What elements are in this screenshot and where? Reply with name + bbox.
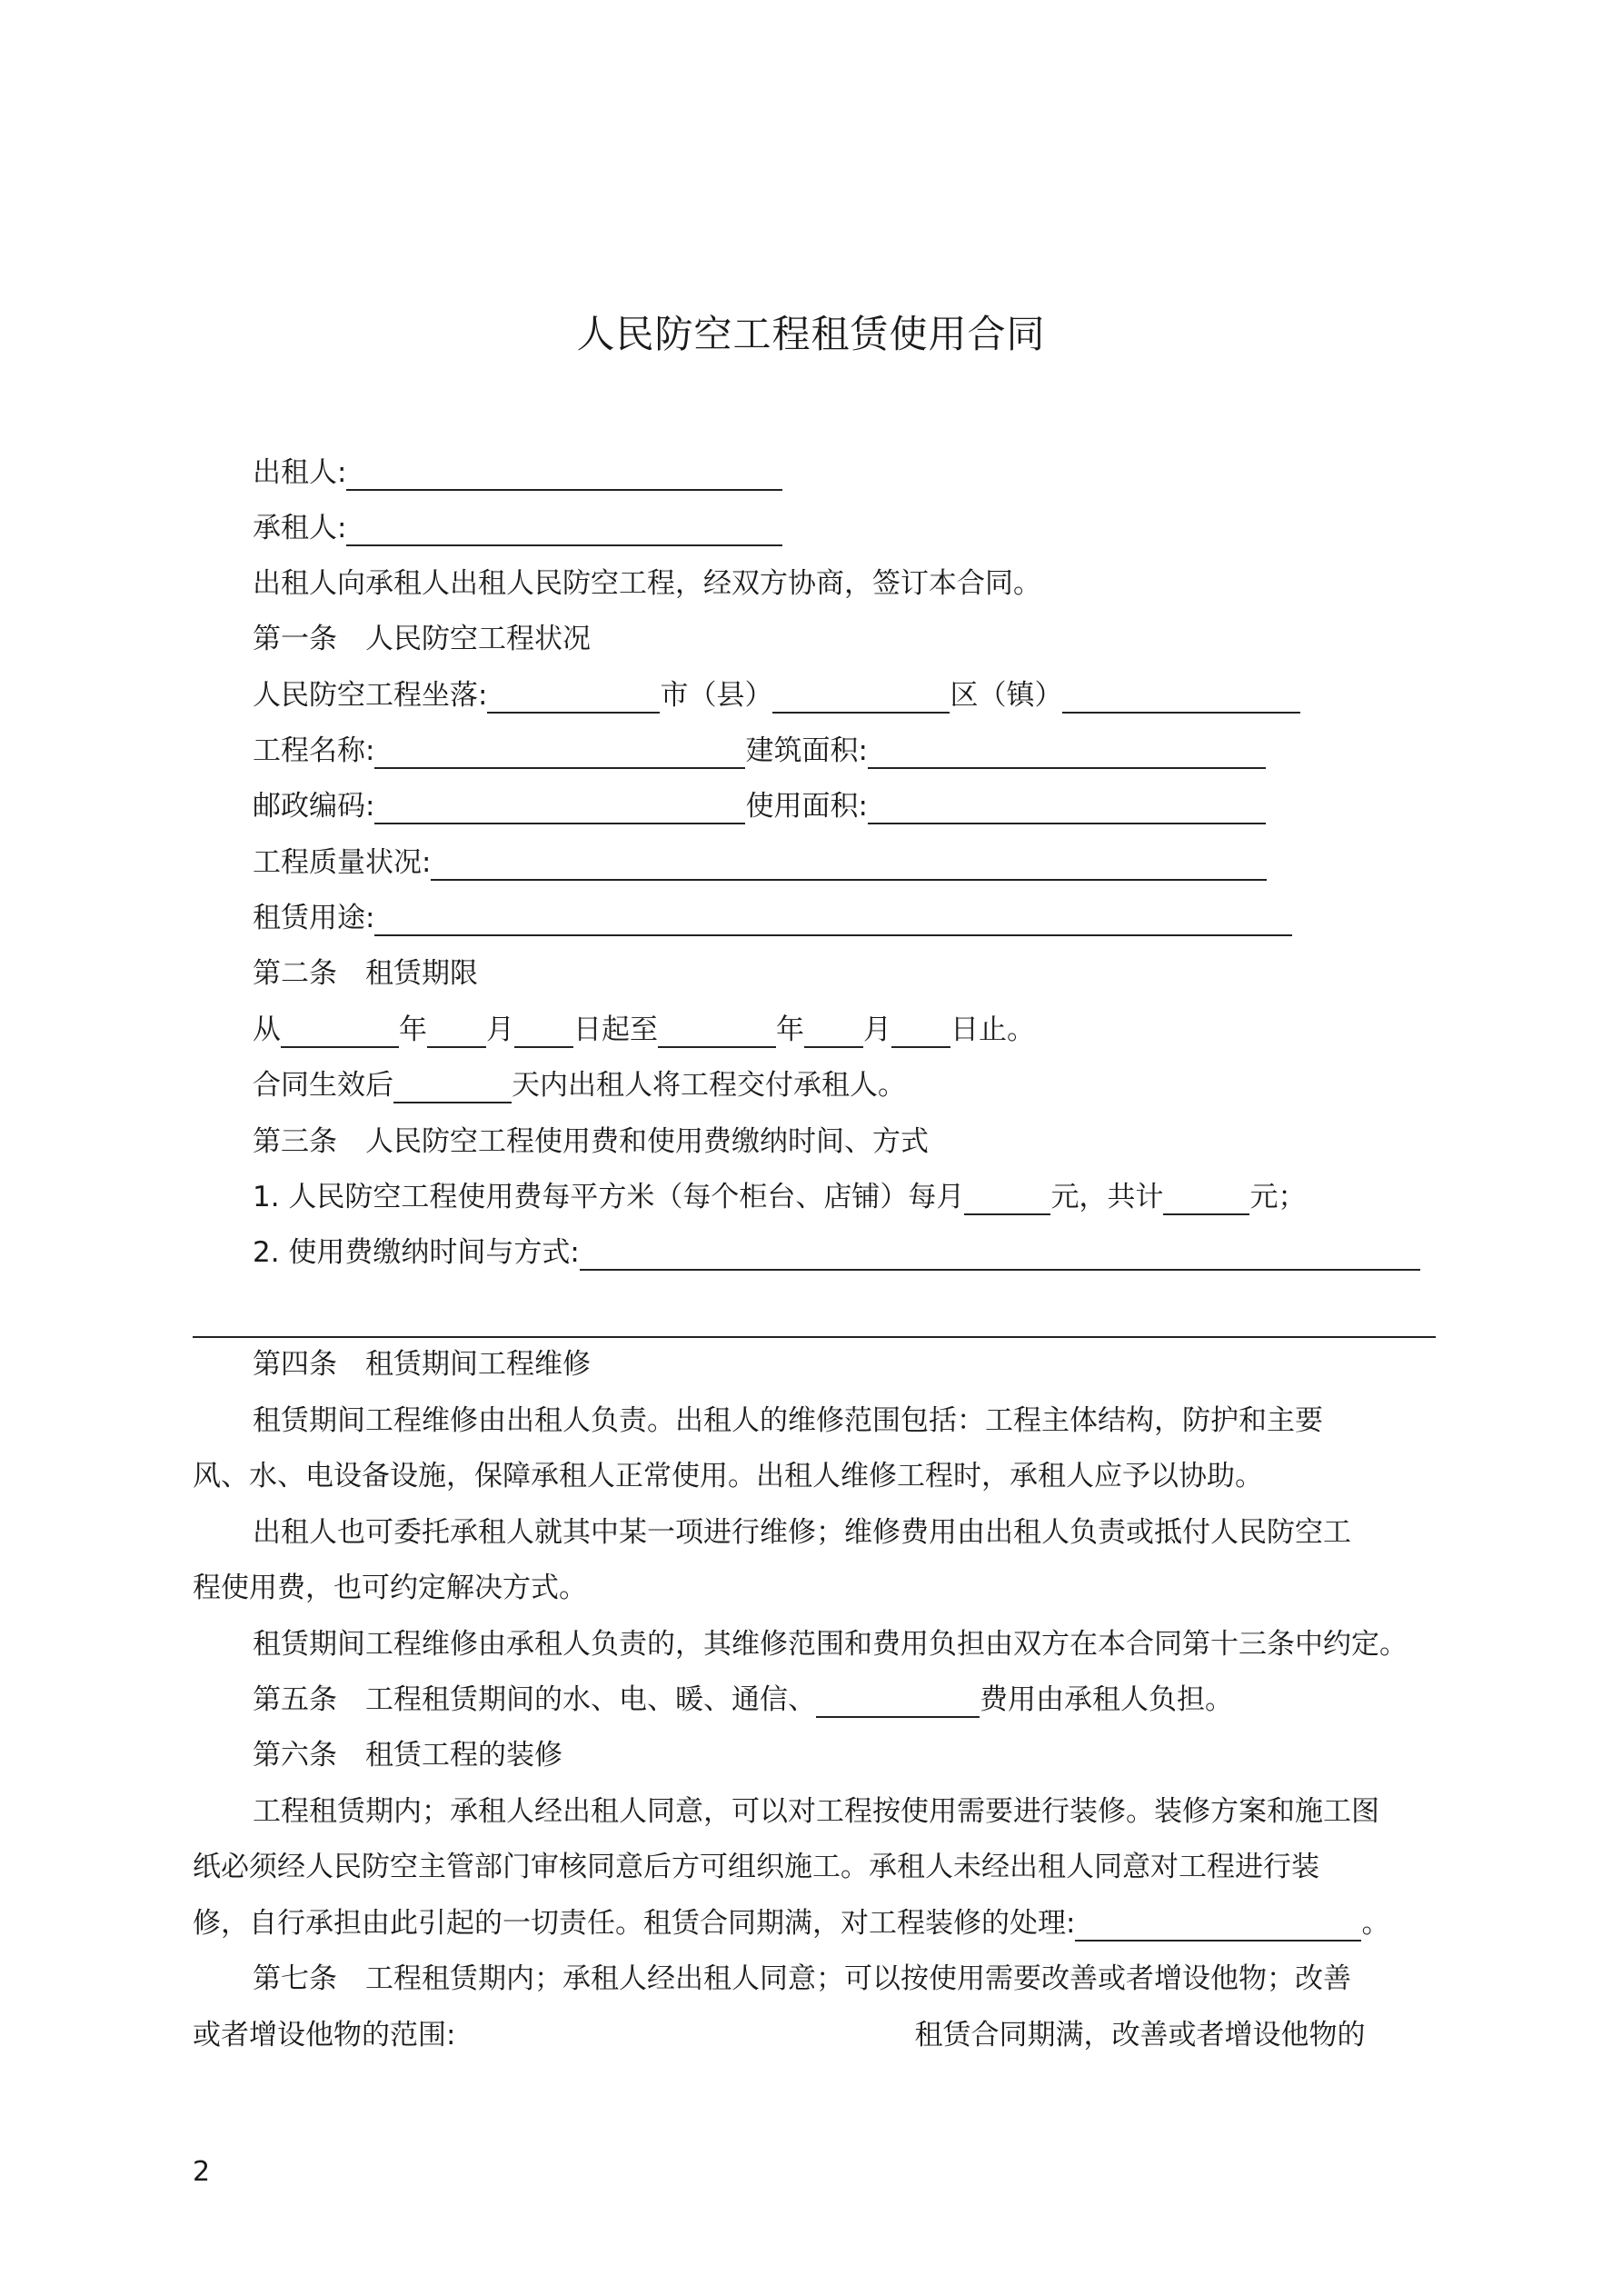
document-title: 人民防空工程租赁使用合同 (576, 312, 1046, 356)
article6-line3 (193, 1905, 1389, 1942)
postcode-line (253, 788, 1266, 824)
article5-line (253, 1682, 1233, 1718)
project-name-label: 工程名称: (253, 734, 375, 767)
postcode-label: 邮政编码: (253, 790, 375, 823)
article7-line2-suffix: 租赁合同期满，改善或者增设他物的 (914, 2019, 1366, 2051)
handover-line (253, 1067, 906, 1103)
fee-mid: 元，共计 (1050, 1181, 1164, 1213)
end-day-blank[interactable] (891, 1015, 950, 1048)
location-line (253, 677, 1300, 714)
city-label: 市（县） (660, 679, 773, 712)
article7-line1: 第七条 工程租赁期内；承租人经出租人同意；可以按使用需要改善或者增设他物；改善 (253, 1962, 1351, 1995)
article7-line2 (193, 2017, 1365, 2053)
renovation-handling-blank[interactable] (1075, 1909, 1361, 1942)
quality-label: 工程质量状况: (253, 846, 432, 879)
from-label: 从 (253, 1013, 281, 1046)
fee-line (253, 1179, 1306, 1215)
article4-p2-line1: 出租人也可委托承租人就其中某一项进行维修；维修费用由出租人负责或抵付人民防空工 (253, 1516, 1351, 1549)
handover-suffix: 天内出租人将工程交付承租人。 (512, 1069, 906, 1102)
article6-line3-prefix: 修，自行承担由此引起的一切责任。租赁合同期满，对工程装修的处理: (193, 1907, 1076, 1940)
city-blank[interactable] (772, 681, 950, 714)
purpose-label: 租赁用途: (253, 902, 375, 934)
article6-line3-suffix: 。 (1361, 1907, 1390, 1940)
lessor-line (253, 454, 782, 491)
lessor-label: 出租人: (253, 456, 347, 489)
article4-heading: 第四条 租赁期间工程维修 (253, 1348, 591, 1381)
page-number: 2 (193, 2156, 211, 2188)
article1-heading: 第一条 人民防空工程状况 (253, 623, 591, 655)
location-blank[interactable] (487, 681, 660, 714)
month-label: 月 (863, 1013, 891, 1046)
year-label: 年 (399, 1013, 427, 1046)
article6-heading: 第六条 租赁工程的装修 (253, 1739, 562, 1772)
lessor-blank[interactable] (346, 458, 782, 491)
payment-line (253, 1234, 1420, 1271)
postcode-blank[interactable] (374, 792, 745, 824)
end-month-blank[interactable] (804, 1015, 863, 1048)
purpose-line (253, 900, 1292, 936)
payment-blank[interactable] (580, 1238, 1420, 1271)
day-start-label: 日起至 (573, 1013, 658, 1046)
article5-prefix: 第五条 工程租赁期间的水、电、暖、通信、 (253, 1683, 816, 1716)
quality-blank[interactable] (431, 848, 1267, 881)
lessee-line (253, 510, 782, 546)
total-fee-blank[interactable] (1163, 1183, 1249, 1215)
start-month-blank[interactable] (427, 1015, 486, 1048)
project-name-line (253, 733, 1266, 769)
lessee-label: 承租人: (253, 512, 347, 544)
fee-suffix: 元； (1249, 1181, 1307, 1213)
location-label: 人民防空工程坐落: (253, 679, 488, 712)
year-label: 年 (776, 1013, 804, 1046)
start-day-blank[interactable] (514, 1015, 573, 1048)
start-year-blank[interactable] (281, 1015, 399, 1048)
monthly-fee-blank[interactable] (964, 1183, 1050, 1215)
article6-line1: 工程租赁期内；承租人经出租人同意，可以对工程按使用需要进行装修。装修方案和施工图 (253, 1795, 1379, 1828)
lessee-blank[interactable] (346, 514, 782, 546)
payment-label: 2. 使用费缴纳时间与方式: (253, 1236, 580, 1269)
article5-suffix: 费用由承租人负担。 (980, 1683, 1233, 1716)
article3-heading: 第三条 人民防空工程使用费和使用费缴纳时间、方式 (253, 1125, 929, 1158)
end-year-blank[interactable] (658, 1015, 776, 1048)
article2-heading: 第二条 租赁期限 (253, 957, 478, 990)
project-name-blank[interactable] (374, 736, 745, 769)
building-area-label: 建筑面积: (745, 734, 868, 767)
usable-area-label: 使用面积: (745, 790, 868, 823)
district-blank[interactable] (1062, 681, 1300, 714)
article4-p2-line2: 程使用费，也可约定解决方式。 (193, 1572, 587, 1604)
article7-line2-prefix: 或者增设他物的范围: (193, 2019, 456, 2051)
term-line (253, 1012, 1035, 1048)
district-label: 区（镇） (950, 679, 1063, 712)
payment-continuation-rule[interactable] (193, 1336, 1436, 1338)
article4-p1-line1: 租赁期间工程维修由出租人负责。出租人的维修范围包括：工程主体结构，防护和主要 (253, 1404, 1323, 1437)
day-end-label: 日止。 (950, 1013, 1035, 1046)
other-fees-blank[interactable] (816, 1685, 980, 1718)
quality-line (253, 844, 1267, 881)
article4-p1-line2: 风、水、电设备设施，保障承租人正常使用。出租人维修工程时，承租人应予以协助。 (193, 1460, 1263, 1492)
purpose-blank[interactable] (374, 903, 1292, 936)
fee-prefix: 1. 人民防空工程使用费每平方米（每个柜台、店铺）每月 (253, 1181, 965, 1213)
building-area-blank[interactable] (868, 736, 1266, 769)
handover-days-blank[interactable] (393, 1071, 512, 1103)
handover-prefix: 合同生效后 (253, 1069, 393, 1102)
article6-line2: 纸必须经人民防空主管部门审核同意后方可组织施工。承租人未经出租人同意对工程进行装 (193, 1851, 1319, 1883)
month-label: 月 (486, 1013, 514, 1046)
usable-area-blank[interactable] (868, 792, 1266, 824)
intro-text: 出租人向承租人出租人民防空工程，经双方协商，签订本合同。 (253, 567, 1041, 600)
article4-p3: 租赁期间工程维修由承租人负责的，其维修范围和费用负担由双方在本合同第十三条中约定。 (253, 1628, 1408, 1661)
